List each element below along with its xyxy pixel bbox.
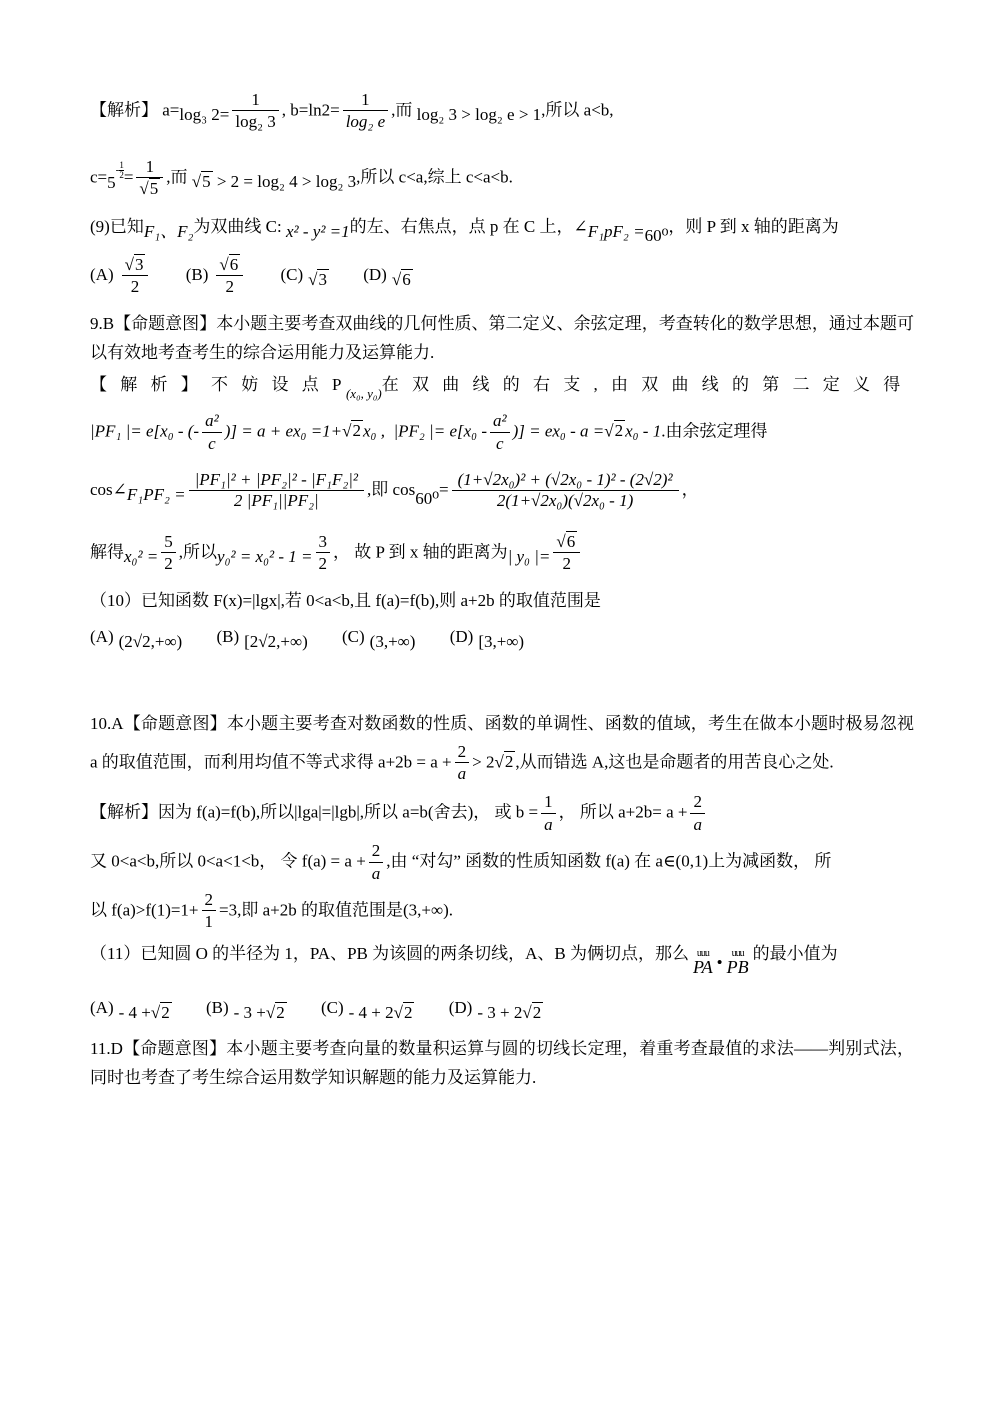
text-run: ,所以 a<b, [541, 100, 614, 120]
radical-icon: √ [219, 255, 229, 275]
text-run: 又 0<a<b,所以 0<a<1<b， 令 f(a) = a + [90, 851, 366, 871]
radicand: 6 [402, 270, 411, 290]
text-run: ，则 P 到 x 轴的距离为 [668, 216, 839, 236]
sqrt-expression [266, 1002, 287, 1022]
option-label: (C) [320, 998, 344, 1018]
analysis-label: 【解析】 [90, 100, 163, 120]
fraction-numerator: 2 [204, 890, 214, 909]
option-value: (2√2,+∞) [118, 631, 183, 651]
radicand: 6 [229, 255, 239, 275]
radical-icon: √ [124, 255, 134, 275]
radicand: 2 [614, 421, 624, 441]
fraction [122, 255, 149, 298]
question-10-stem [90, 588, 914, 614]
math-run: , b=ln2= [281, 100, 340, 120]
fraction-numerator [122, 255, 149, 275]
fraction [161, 532, 176, 575]
fraction [136, 157, 163, 200]
fraction-numerator: |PF₁|² + |PF₂|² - |F₁F₂|² [194, 469, 359, 489]
option-label: (A) [90, 265, 114, 285]
fraction-denominator: log₂ e [343, 110, 388, 132]
option-label: (B) [185, 265, 209, 285]
option-b [216, 626, 308, 651]
text-run: 在 双 曲 线 的 右 支 , 由 双 曲 线 的 第 二 定 义 得 [381, 374, 905, 394]
text-run: ,而 [166, 167, 192, 187]
math-run: F₁、F₂ [143, 221, 194, 241]
text-run: ， 所以 a+2b= a + [558, 802, 688, 822]
math-run: 60⁰ [644, 225, 669, 245]
text-run: ,由 “对勾” 函数的性质知函数 f(a) 在 a∈(0,1)上为减函数， 所 [386, 851, 832, 871]
sqrt-expression [394, 1002, 415, 1022]
fraction [232, 90, 278, 133]
fraction [316, 532, 331, 575]
text-run: 【 解 析 】 不 妨 设 点 P [90, 374, 346, 394]
fraction-numerator: 2 [457, 741, 467, 761]
option-label: (C) [342, 626, 365, 646]
math-run: - 4 + [118, 1003, 151, 1023]
fraction [452, 470, 679, 512]
fraction-numerator: a² [492, 411, 507, 431]
math-run: x² - y² =1 [285, 221, 350, 241]
radical-icon: √ [308, 270, 318, 290]
fraction-numerator: 2 [371, 841, 381, 861]
radical-icon: √ [556, 531, 566, 551]
point-subscript: (x₀, y₀) [345, 385, 382, 401]
q10-intent-paragraph [90, 706, 914, 784]
question-text: （11）已知圆 O 的半径为 1，PA、PB 为该圆的两条切线，A、B 为俩切点，那么 [90, 943, 689, 963]
fraction-numerator: a² [205, 411, 219, 431]
question-11-stem [90, 941, 914, 978]
text-run: ,即 cos [367, 479, 416, 499]
q8-solution-line1 [90, 90, 914, 133]
radicand: 2 [161, 1003, 170, 1023]
math-run: |PF₂ |= e[x₀ - [393, 421, 487, 441]
vector-pa [692, 947, 713, 978]
math-run: F₁pF₂ = [587, 221, 645, 241]
fraction [490, 411, 510, 454]
math-run [308, 263, 329, 297]
fraction [541, 792, 556, 835]
q8-solution-line2 [90, 157, 914, 200]
question-9-options [90, 255, 914, 298]
fraction [202, 890, 217, 933]
sqrt-expression [192, 171, 213, 191]
math-run: = [123, 167, 134, 187]
radicand: 2 [504, 751, 514, 771]
minus-sign: - [115, 164, 120, 177]
sqrt-expression [522, 1002, 543, 1022]
fraction-denominator: 2 [119, 170, 124, 181]
math-run: c= [90, 167, 108, 187]
option-label: (C) [280, 265, 304, 285]
option-value [234, 996, 287, 1030]
vector-pb [726, 947, 749, 978]
fraction-denominator: log₂ 3 [232, 110, 278, 132]
radical-icon: √ [391, 270, 402, 290]
math-run: - 4 + 2 [348, 1003, 394, 1023]
math-run: - 3 + 2 [477, 1003, 523, 1023]
fraction-denominator [136, 177, 163, 199]
fraction [553, 532, 580, 575]
q9-solve-line [90, 532, 914, 575]
math-run: cos∠ [90, 479, 127, 499]
fraction [690, 792, 705, 835]
option-label: (D) [448, 998, 473, 1018]
option-d [449, 626, 525, 651]
fraction-denominator: a [455, 762, 470, 784]
sqrt-expression [308, 269, 329, 289]
fraction [202, 411, 222, 454]
option-value: (3,+∞) [369, 631, 416, 651]
text-run: =3,即 a+2b 的取值范围是(3,+∞). [219, 900, 454, 920]
sqrt-expression [125, 254, 146, 274]
intent-text: 10.A【命题意图】本小题主要考查对数函数的性质、函数的单调性、函数的值域，考生在做本小题时极易忽视 a 的取值范围，而利用均值不等式求得 a+2b = a + [90, 713, 914, 771]
radical-icon: √ [265, 1003, 276, 1023]
radicand: 6 [566, 531, 576, 551]
fraction-denominator: 2 |PF₁||PF₂| [189, 490, 364, 511]
fraction [369, 841, 384, 884]
question-10-options [90, 620, 914, 654]
text-run: 解得 [90, 541, 124, 561]
option-c [280, 265, 329, 290]
text-run: ， 故 P 到 x 轴的距离为 [333, 541, 508, 561]
radicand: 2 [352, 421, 361, 441]
fraction-numerator: 5 [164, 531, 173, 551]
radicand: 2 [532, 1003, 542, 1023]
option-label: (D) [449, 626, 474, 646]
question-9-stem [90, 214, 914, 245]
text-run: 为双曲线 C: [193, 216, 286, 236]
option-value [119, 996, 172, 1030]
angle-symbol: ∠ [573, 216, 588, 236]
option-c [342, 626, 416, 651]
math-run: > 2 [472, 751, 495, 771]
fraction-denominator: c [202, 432, 222, 454]
radical-icon: √ [139, 179, 149, 199]
vector-body: PA [692, 956, 713, 977]
math-run: > 2 = log₂ 4 > log₂ 3 [212, 172, 357, 192]
sqrt-expression [342, 420, 363, 440]
text-run: .由余弦定理得 [661, 421, 768, 441]
math-run: x₀ , [362, 421, 385, 441]
radicand: 2 [403, 1003, 413, 1023]
math-run [192, 169, 356, 195]
mini-fraction [119, 161, 124, 182]
math-run: )] = ex₀ - a = [512, 421, 605, 441]
q9-cosine-rule-line [90, 470, 914, 512]
math-run: a= [162, 100, 180, 120]
fraction-denominator: a [690, 813, 705, 835]
option-label: (D) [363, 265, 387, 285]
sqrt-expression [151, 1002, 172, 1022]
q11-intent-paragraph [90, 1035, 914, 1093]
power-base: 5 [107, 173, 116, 193]
text-run: 以 f(a)>f(1)=1+ [90, 900, 199, 920]
text-run: 【解析】因为 f(a)=f(b),所以|lga|=|lgb|,所以 a=b(舍去)， 或 b = [90, 802, 539, 822]
radicand: 3 [318, 270, 327, 290]
radical-icon: √ [191, 172, 202, 192]
radicand: 2 [276, 1003, 285, 1023]
fraction [343, 90, 388, 133]
option-b [185, 255, 247, 297]
text-run: ,所以 [178, 541, 218, 561]
question-number: (9)已知 [90, 216, 144, 236]
fraction-denominator: 2(1+√2x₀)(√2x₀ - 1) [452, 490, 679, 511]
radical-icon: √ [522, 1003, 532, 1023]
fraction-denominator: a [369, 862, 384, 884]
vector-body: PB [726, 956, 749, 977]
option-value [477, 996, 543, 1030]
intent-text: 9.B【命题意图】本小题主要考查双曲线的几何性质、第二定义、余弦定理，考查转化的数学思想，通过本题可以有效地考查考生的综合运用能力及运算能力. [90, 313, 914, 362]
radical-icon: √ [150, 1003, 161, 1023]
fraction-numerator: 1 [145, 156, 155, 176]
fraction-numerator: 1 [251, 90, 260, 109]
math-run: x₀² = [124, 546, 159, 566]
math-run: log₂ 3 > log₂ e > 1 [416, 105, 542, 125]
option-d [448, 998, 543, 1023]
fraction-denominator: 2 [216, 275, 243, 297]
math-run: x₀ - 1 [625, 421, 662, 441]
text-run: ,而 [391, 100, 417, 120]
power-exponent [115, 159, 124, 181]
math-run: | y₀ |= [507, 546, 551, 566]
vector-arrow-marks: uuu [696, 947, 709, 959]
question-11-options [90, 991, 914, 1025]
fraction-numerator: 1 [119, 159, 124, 170]
text-run: ,从而错选 A,这也是命题者的用苦良心之处. [515, 751, 834, 771]
power-expression [107, 159, 124, 193]
fraction-denominator: 2 [122, 275, 149, 297]
math-run: F₁PF₂ = [126, 484, 186, 504]
fraction-numerator: 1 [361, 90, 370, 109]
option-c [320, 998, 415, 1023]
math-run: log₃ 2= [179, 105, 230, 125]
q10-analysis-line1 [90, 792, 914, 835]
vector-arrow-marks: uuu [731, 947, 744, 959]
option-d [363, 265, 412, 290]
q10-analysis-line2 [90, 841, 914, 884]
math-run [392, 263, 413, 297]
option-label: (B) [216, 626, 240, 646]
text-run: ,所以 c<a,综上 c<a<b. [356, 167, 513, 187]
fraction-numerator: 3 [318, 531, 327, 551]
sqrt-expression [219, 254, 240, 274]
fraction [189, 470, 364, 512]
option-label: (A) [90, 626, 114, 646]
fraction-denominator: 2 [316, 552, 331, 574]
math-run: 60⁰ [415, 488, 440, 508]
math-run: = [439, 479, 449, 499]
fraction [455, 742, 470, 785]
q10-analysis-line3 [90, 890, 914, 933]
fraction [216, 255, 243, 298]
option-label: (B) [205, 998, 229, 1018]
text-run: 的左、右焦点，点 p 在 C 上， [349, 216, 574, 236]
text-run: 的最小值为 [752, 943, 838, 963]
option-label: (A) [90, 998, 114, 1018]
option-value [349, 996, 415, 1030]
q9-focal-radius-line [90, 411, 914, 454]
sqrt-expression [392, 269, 413, 289]
radical-icon: √ [494, 751, 504, 771]
sqrt-expression [556, 531, 577, 551]
text-run: ， [681, 479, 699, 499]
option-a [90, 626, 183, 651]
fraction-numerator [553, 532, 580, 552]
fraction-numerator: 2 [693, 792, 702, 812]
option-a [90, 255, 151, 297]
sqrt-expression [139, 178, 160, 198]
q9-analysis-setup-line [90, 372, 914, 401]
fraction-numerator [216, 255, 243, 275]
intent-text: 11.D【命题意图】本小题主要考查向量的数量积运算与圆的切线长定理，着重考查最值的求法——判别式法，同时也考查了考生综合运用数学知识解题的能力及运算能力. [90, 1039, 914, 1088]
option-a [90, 998, 172, 1023]
radicand: 3 [134, 255, 144, 275]
radical-icon: √ [342, 421, 352, 441]
radicand: 5 [149, 179, 159, 199]
q9-intent-paragraph [90, 310, 914, 368]
sqrt-expression [495, 751, 516, 771]
fraction-denominator: c [490, 432, 510, 454]
math-run: |PF₁ |= e[x₀ - (- [90, 421, 200, 441]
fraction-denominator: 2 [553, 552, 580, 574]
option-value: [2√2,+∞) [244, 631, 308, 651]
fraction-denominator: 2 [161, 552, 176, 574]
radicand: 5 [202, 172, 211, 192]
sqrt-expression [604, 420, 625, 440]
radical-icon: √ [393, 1003, 403, 1023]
option-b [205, 998, 287, 1023]
question-text: （10）已知函数 F(x)=|lgx|,若 0<a<b,且 f(a)=f(b),则 a+2b 的取值范围是 [90, 591, 601, 611]
fraction-denominator: 1 [202, 910, 217, 932]
dot-product-icon: • [716, 952, 723, 972]
fraction-numerator: 1 [544, 792, 553, 812]
fraction-denominator: a [541, 813, 556, 835]
option-value: [3,+∞) [478, 631, 525, 651]
math-run: - 3 + [233, 1003, 266, 1023]
fraction-numerator: (1+√2x₀)² + (√2x₀ - 1)² - (2√2)² [457, 469, 673, 489]
math-run: )] = a + ex₀ =1+ [224, 421, 343, 441]
math-run: y₀² = x₀² - 1 = [217, 546, 313, 566]
radical-icon: √ [604, 421, 614, 441]
